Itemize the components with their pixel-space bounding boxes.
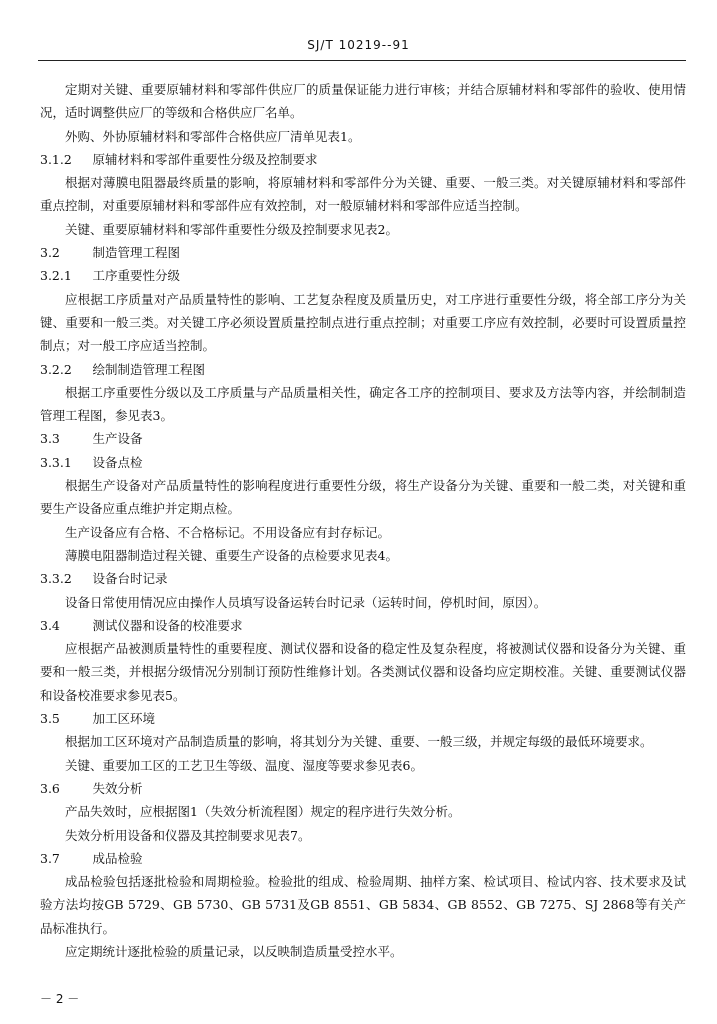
body-paragraph: 根据工序重要性分级以及工序质量与产品质量相关性，确定各工序的控制项目、要求及方法等内容，并绘制制造管理工程图，参见表3。: [40, 384, 686, 424]
section-title: 原辅材料和零部件重要性分级及控制要求: [92, 151, 318, 167]
section-heading: [40, 451, 686, 474]
section-title: 加工区环境: [92, 711, 156, 727]
body-paragraph: 产品失效时，应根据图1（失效分析流程图）规定的程序进行失效分析。: [65, 804, 461, 820]
section-heading: [40, 241, 686, 264]
section-title: 工序重要性分级: [92, 268, 181, 284]
body-paragraph: 设备日常使用情况应由操作人员填写设备运转台时记录（运转时间，停机时间，原因）。: [65, 594, 547, 610]
body-paragraph: 根据加工区环境对产品制造质量的影响，将其划分为关键、重要、一般三级，并规定每级的最低环境要求。: [65, 734, 653, 750]
section-number: 3.2.2: [40, 361, 72, 377]
section-title: 成品检验: [92, 850, 143, 866]
section-heading: [40, 358, 686, 381]
section-number: 3.3: [40, 431, 60, 447]
section-number: 3.2.1: [40, 268, 72, 284]
section-heading: [40, 567, 686, 590]
section-heading: [40, 707, 686, 730]
section-title: 设备台时记录: [92, 571, 168, 587]
header-rule: [38, 60, 686, 61]
section-number: 3.5: [40, 711, 60, 727]
body-paragraph: 根据生产设备对产品质量特性的影响程度进行重要性分级，将生产设备分为关键、重要和一般二类，对关键和重要生产设备应重点维护并定期点检。: [40, 478, 686, 517]
body-paragraph: 薄膜电阻器制造过程关键、重要生产设备的点检要求见表4。: [65, 547, 398, 563]
section-title: 设备点检: [92, 454, 143, 470]
section-title: 失效分析: [92, 780, 143, 796]
document-body: [40, 78, 686, 963]
section-heading: [40, 777, 686, 800]
body-paragraph: 生产设备应有合格、不合格标记。不用设备应有封存标记。: [65, 524, 391, 540]
body-paragraph: 失效分析用设备和仪器及其控制要求见表7。: [65, 827, 311, 843]
section-heading: [40, 614, 686, 637]
section-number: 3.2: [40, 245, 60, 261]
section-number: 3.6: [40, 780, 60, 796]
body-paragraph: 关键、重要原辅材料和零部件重要性分级及控制要求见表2。: [65, 221, 398, 237]
body-paragraph: 定期对关键、重要原辅材料和零部件供应厂的质量保证能力进行审核；并结合原辅材料和零部件的验收、使用情况，适时调整供应厂的等级和合格供应厂名单。: [40, 82, 686, 121]
section-title: 测试仪器和设备的校准要求: [92, 617, 243, 633]
section-number: 3.1.2: [40, 151, 72, 167]
page-number: － 2 －: [40, 992, 80, 1006]
section-heading: [40, 847, 686, 870]
section-title: 制造管理工程图: [92, 245, 181, 261]
body-paragraph: 外购、外协原辅材料和零部件合格供应厂清单见表1。: [65, 128, 361, 144]
body-paragraph: 应根据产品被测质量特性的重要程度、测试仪器和设备的稳定性及复杂程度，将被测试仪器和设备分为关键、重要和一般三类，并根据分级情况分别制订预防性维修计划。各类测试仪器和设备均应定期校准。关键、重要测试仪器和设备校准要求参见表5。: [40, 641, 686, 703]
body-paragraph: 应根据工序质量对产品质量特性的影响、工艺复杂程度及质量历史，对工序进行重要性分级，将全部工序分为关键、重要和一般三类。对关键工序必须设置质量控制点进行重点控制；对重要工序应有效控制，必要时可设置质量控制点；对一般工序应适当控制。: [40, 291, 686, 354]
section-heading: [40, 148, 686, 171]
body-paragraph: 根据对薄膜电阻器最终质量的影响，将原辅材料和零部件分为关键、重要、一般三类。对关键原辅材料和零部件重点控制，对重要原辅材料和零部件应有效控制，对一般原辅材料和零部件应适当控制。: [40, 175, 686, 214]
section-number: 3.3.2: [40, 571, 72, 587]
body-paragraph: 应定期统计逐批检验的质量记录，以反映制造质量受控水平。: [65, 943, 403, 959]
body-paragraph: 成品检验包括逐批检验和周期检验。检验批的组成、检验周期、抽样方案、检试项目、检试内容、技术要求及试验方法均按GB 5729、GB 5730、GB 5731及GB 8551、GB 5834、GB 8552、GB 7275、SJ 2868等有关产品标准执行。: [40, 874, 686, 936]
standard-number-header: SJ/T 10219--91: [307, 38, 410, 52]
section-title: 生产设备: [92, 431, 143, 447]
section-number: 3.7: [40, 850, 60, 866]
section-heading: [40, 427, 686, 450]
body-paragraph: 关键、重要加工区的工艺卫生等级、温度、湿度等要求参见表6。: [65, 757, 423, 773]
section-number: 3.3.1: [40, 454, 72, 470]
section-number: 3.4: [40, 617, 60, 633]
section-title: 绘制制造管理工程图: [92, 361, 206, 377]
section-heading: [40, 264, 686, 287]
